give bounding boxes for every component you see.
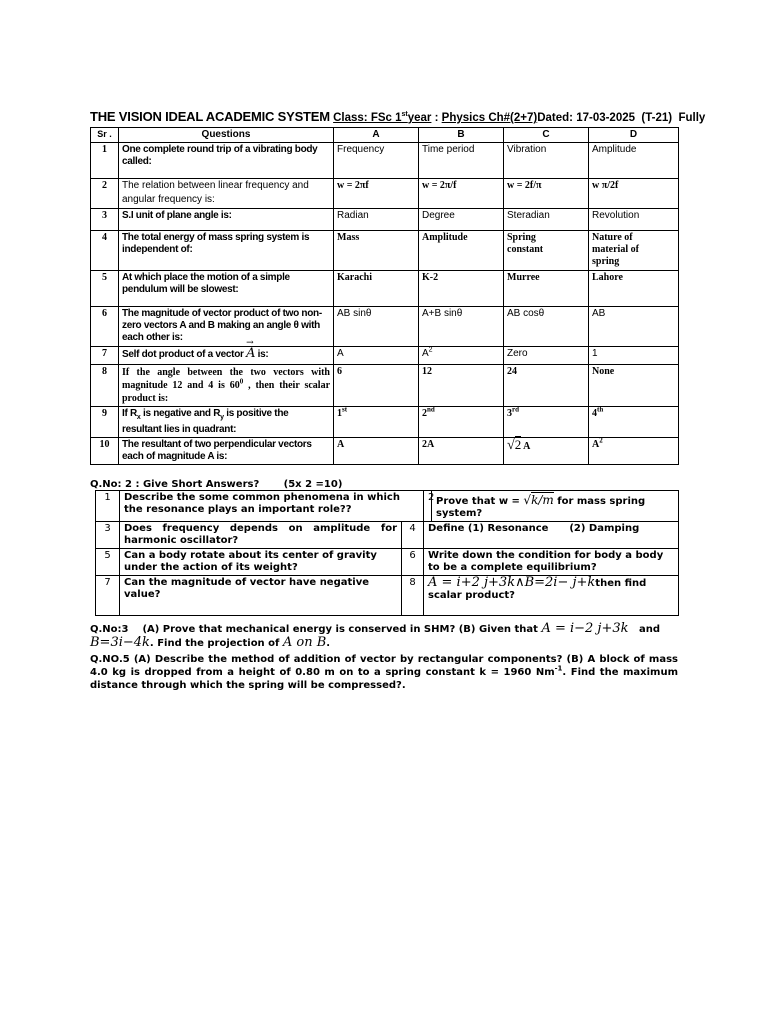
col-header-a: A [334, 128, 419, 143]
col-header-c: C [504, 128, 589, 143]
col-header-d: D [589, 128, 679, 143]
table-row: 4 The total energy of mass spring system is independent of: Mass Amplitude Spring constant Nature of material of spring [91, 231, 679, 271]
table-row: 1 Describe the some common phenomena in which the resonance plays an important role?? 2 Prove that w = √k/m for mass spring system? [96, 491, 679, 522]
exam-paper [90, 108, 706, 692]
vector-a-expression: A = i−2 j+3k [541, 621, 629, 636]
table-row: 6 The magnitude of vector product of two non-zero vectors A and B making an angle θ with each other is: AB sinθ A+B sinθ AB cosθ AB [91, 307, 679, 347]
table-row: 7 Self dot product of a vector → A is: A $A^2$ Zero 1 [91, 347, 679, 365]
table-row: 7 Can the magnitude of vector have negative value? 8 A = i+2 j+3k∧B=2i− j+kthen find scalar product? [96, 576, 679, 616]
question-5: Q.NO.5 (A) Describe the method of addition of vector by rectangular components? (B) A block of mass 4.0 kg is dropped from a height of 0.80 m on to a spring constant k = 1960 $Nm^{-1}$. Find the maximum distance through which the spring will be compressed?. [90, 654, 679, 691]
subject-chapter: Physics Ch#(2+7) [441, 112, 538, 124]
table-row: 8 If the angle between the two vectors with magnitude 12 and 4 is $60^0$ , then their scalar product is: 6 12 24 None [91, 365, 679, 407]
class-label: Class: FSc 1styear [333, 111, 432, 124]
col-header-questions: Questions [119, 128, 334, 143]
paper-header: THE VISION IDEAL ACADEMIC SYSTEM Class: FSc 1styear : Physics Ch#(2+7)Dated: 17-03-2025 (T-21) Fully [90, 109, 706, 124]
col-header-b: B [419, 128, 504, 143]
table-row: 3 Does frequency depends on amplitude for harmonic oscillator? 4 Define (1) Resonance (2) Damping [96, 522, 679, 549]
table-row: 9 If $R_x$ is negative and $R_y$ is positive the resultant lies in quadrant: 1st 2nd 3rd 4th [91, 407, 679, 438]
vector-b-expression: B=3i−4k [90, 635, 150, 650]
date: Dated: 17-03-2025 [537, 112, 636, 124]
table-header-row [91, 128, 679, 143]
question-3: Q.No:3 (A) Prove that mechanical energy is conserved in SHM? (B) Given that A = i−2 j+3k and B=3i−4k. Find the projection of A on B. [90, 621, 660, 650]
projection-expression: A on B [282, 635, 327, 650]
q2-title: Q.No: 2 : Give Short Answers? (5x 2 =10) [90, 479, 343, 490]
sqrt-symbol: √ [507, 438, 515, 453]
table-row: 1 One complete round trip of a vibrating body called: Frequency Time period Vibration Amplitude [91, 143, 679, 179]
table-row: 5 Can a body rotate about its center of gravity under the action of its weight? 6 Write down the condition for body a body to be a complete equilibrium? [96, 549, 679, 576]
table-row: 3 S.I unit of plane angle is: Radian Degree Steradian Revolution [91, 209, 679, 231]
table-row: 2 The relation between linear frequency and angular frequency is: w = 2πf w = 2π/f w = 2f/π w π/2f [91, 179, 679, 209]
table-row: 10 The resultant of two perpendicular vectors each of magnitude A is: A 2A √2 A $A^2$ [91, 438, 679, 465]
academy-name: THE VISION IDEAL ACADEMIC SYSTEM [90, 109, 330, 124]
test-mode: Fully [678, 112, 706, 124]
table-row: 5 At which place the motion of a simple pendulum will be slowest: Karachi K-2 Murree Lahore [91, 271, 679, 307]
mcq-table [90, 127, 679, 465]
vector-expression: A = i+2 j+3k∧B=2i− j+k [428, 575, 596, 590]
short-questions-table [95, 490, 679, 616]
col-header-sr: Sr . [91, 128, 119, 143]
test-number: (T-21) [641, 112, 673, 124]
vector-a-symbol: → A [246, 338, 256, 361]
